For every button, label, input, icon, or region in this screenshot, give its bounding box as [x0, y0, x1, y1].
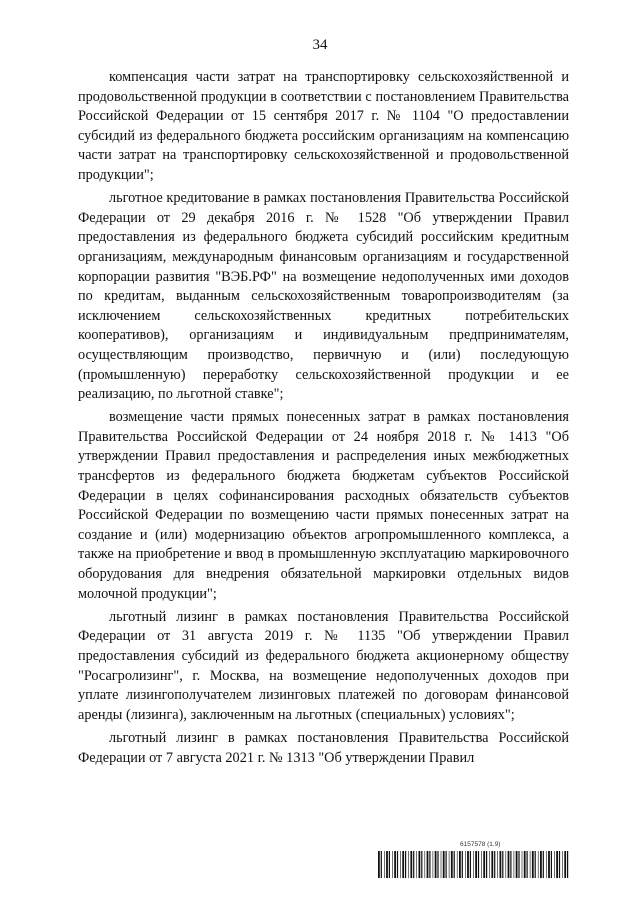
paragraph-direct-costs-reimbursement: возмещение части прямых понесенных затрат в рамках постановления Правительства Российской Федерации от 24 ноября 2018 г. № 1413 "Об утверждении Правил предоставления и распределения иных межбюджетных трансфертов из федерального бюджета бюджетам субъектов Российской Федерации в целях софинансирования расходных обязательств субъектов Российской Федерации по возмещению части прямых понесенных затрат на создание и (или) модернизацию объектов агропромышленного комплекса, а также на приобретение и ввод в промышленную эксплуатацию маркировочного оборудования для внедрения обязательной маркировки отдельных видов молочной продукции";	[78, 409, 569, 602]
document-body	[78, 68, 569, 772]
page-number: 34	[312, 37, 328, 53]
paragraph-transport-compensation: компенсация части затрат на транспортировку сельскохозяйственной и продовольственной продукции в соответствии с постановлением Правительства Российской Федерации от 15 сентября 2017 г. № 1104 "О предоставлении субсидий из федерального бюджета российским организациям на компенсацию части затрат на транспортировку сельскохозяйственной и продовольственной продукции";	[78, 69, 569, 183]
paragraph-preferential-leasing-2021: льготный лизинг в рамках постановления Правительства Российской Федерации от 7 августа 2021 г. № 1313 "Об утверждении Правил	[78, 729, 569, 766]
paragraph-preferential-lending: льготное кредитование в рамках постановления Правительства Российской Федерации от 29 декабря 2016 г. № 1528 "Об утверждении Правил предоставления из федерального бюджета субсидий российским кредитным организациям, международным финансовым организациям и государственной корпорации развития "ВЭБ.РФ" на возмещение недополученных ими доходов по кредитам, выданным сельскохозяйственным товаропроизводителям (за исключением сельскохозяйственных кредитных потребительских кооперативов), организациям и индивидуальным предпринимателям, осуществляющим производство, первичную и (или) последующую (промышленную) переработку сельскохозяйственной продукции и ее реализацию, по льготной ставке";	[78, 190, 569, 403]
barcode-icon	[378, 851, 569, 878]
paragraph-preferential-leasing-2019: льготный лизинг в рамках постановления Правительства Российской Федерации от 31 августа 2019 г. № 1135 "Об утверждении Правил предоставления субсидий из федерального бюджета акционерному обществу "Росагролизинг", г. Москва, на возмещение недополученных доходов при уплате лизингополучателем лизинговых платежей по договорам финансовой аренды (лизинга), заключенным на льготных (специальных) условиях";	[78, 608, 569, 723]
document-code: 6157578 (1.9)	[460, 841, 501, 848]
